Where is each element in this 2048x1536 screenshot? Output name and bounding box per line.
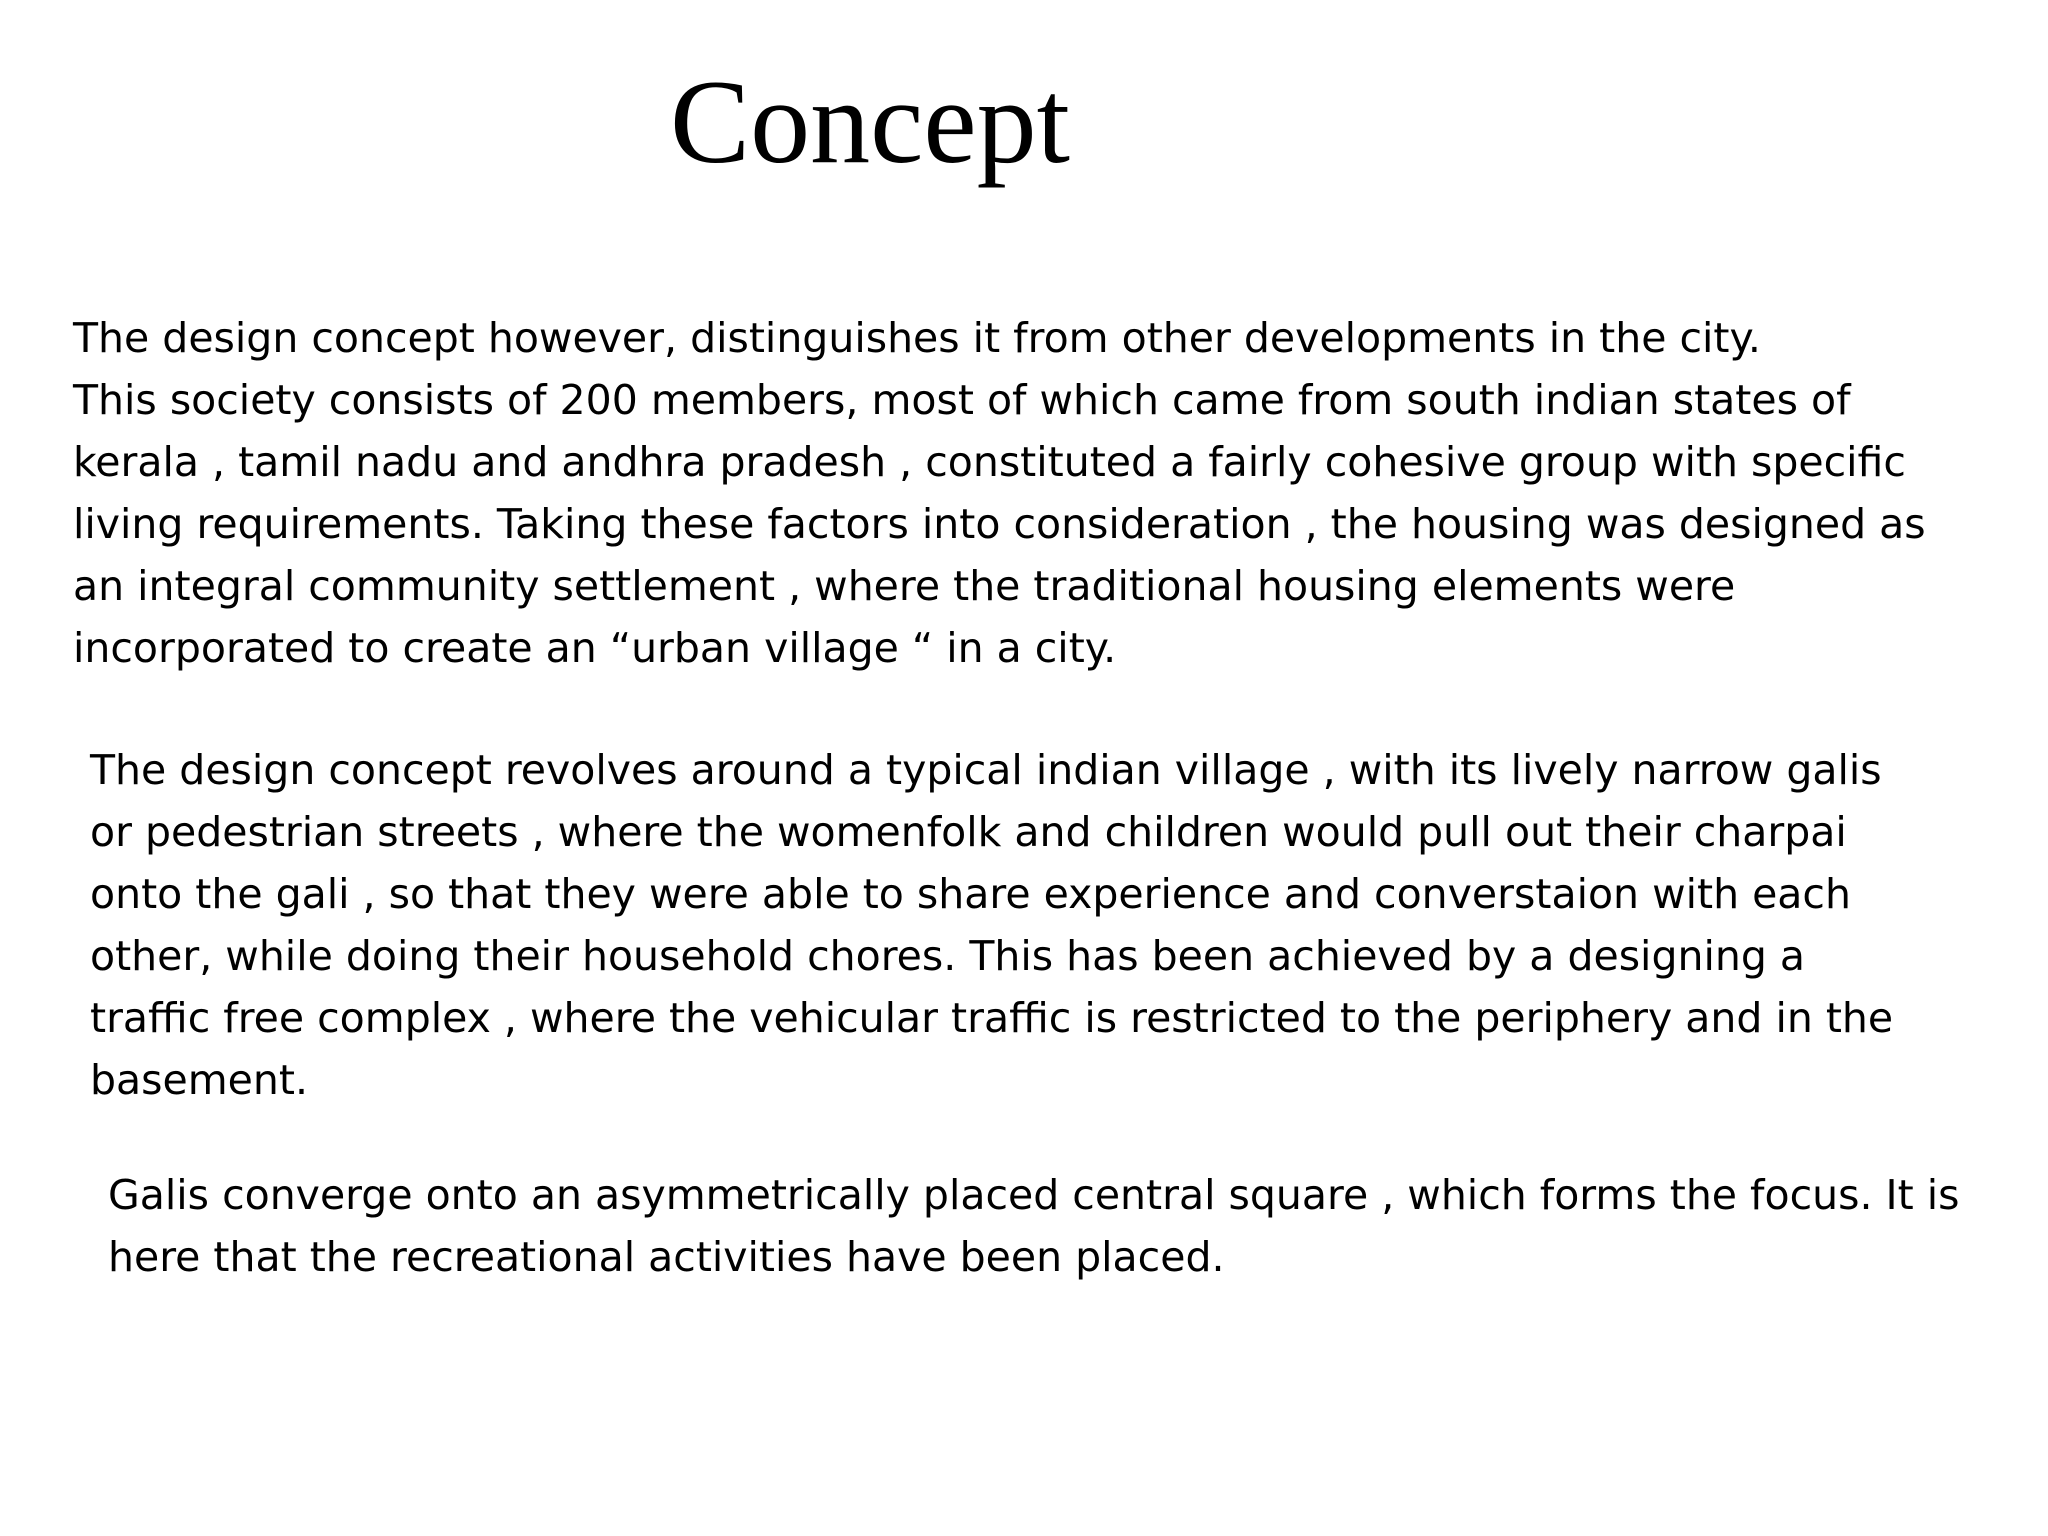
paragraph-line: This society consists of 200 members, most of which came from south indian states of <box>73 376 1851 424</box>
paragraph-line: The design concept revolves around a typical indian village , with its lively narrow galis <box>90 746 1882 794</box>
slide-title: Concept <box>670 55 1070 188</box>
paragraph-line: here that the recreational activities have been placed. <box>108 1233 1225 1281</box>
paragraph-line: Galis converge onto an asymmetrically placed central square , which forms the focus. It is <box>108 1171 1960 1219</box>
paragraph-line: basement. <box>90 1056 308 1104</box>
paragraph-line: The design concept however, distinguishes it from other developments in the city. <box>73 314 1761 362</box>
paragraph-line: traffic free complex , where the vehicular traffic is restricted to the periphery and in the <box>90 994 1894 1042</box>
paragraph-line: incorporated to create an “urban village “ in a city. <box>73 624 1117 672</box>
paragraph-line: an integral community settlement , where the traditional housing elements were <box>73 562 1736 610</box>
paragraph-design-concept-intro <box>73 307 1926 679</box>
paragraph-line: living requirements. Taking these factors into consideration , the housing was designed as <box>73 500 1926 548</box>
paragraph-central-square <box>108 1164 1960 1288</box>
paragraph-line: other, while doing their household chores. This has been achieved by a designing a <box>90 932 1806 980</box>
paragraph-line: kerala , tamil nadu and andhra pradesh , constituted a fairly cohesive group with specific <box>73 438 1906 486</box>
paragraph-village-galis <box>90 739 1893 1111</box>
paragraph-line: or pedestrian streets , where the womenfolk and children would pull out their charpai <box>90 808 1847 856</box>
paragraph-line: onto the gali , so that they were able to share experience and converstaion with each <box>90 870 1851 918</box>
